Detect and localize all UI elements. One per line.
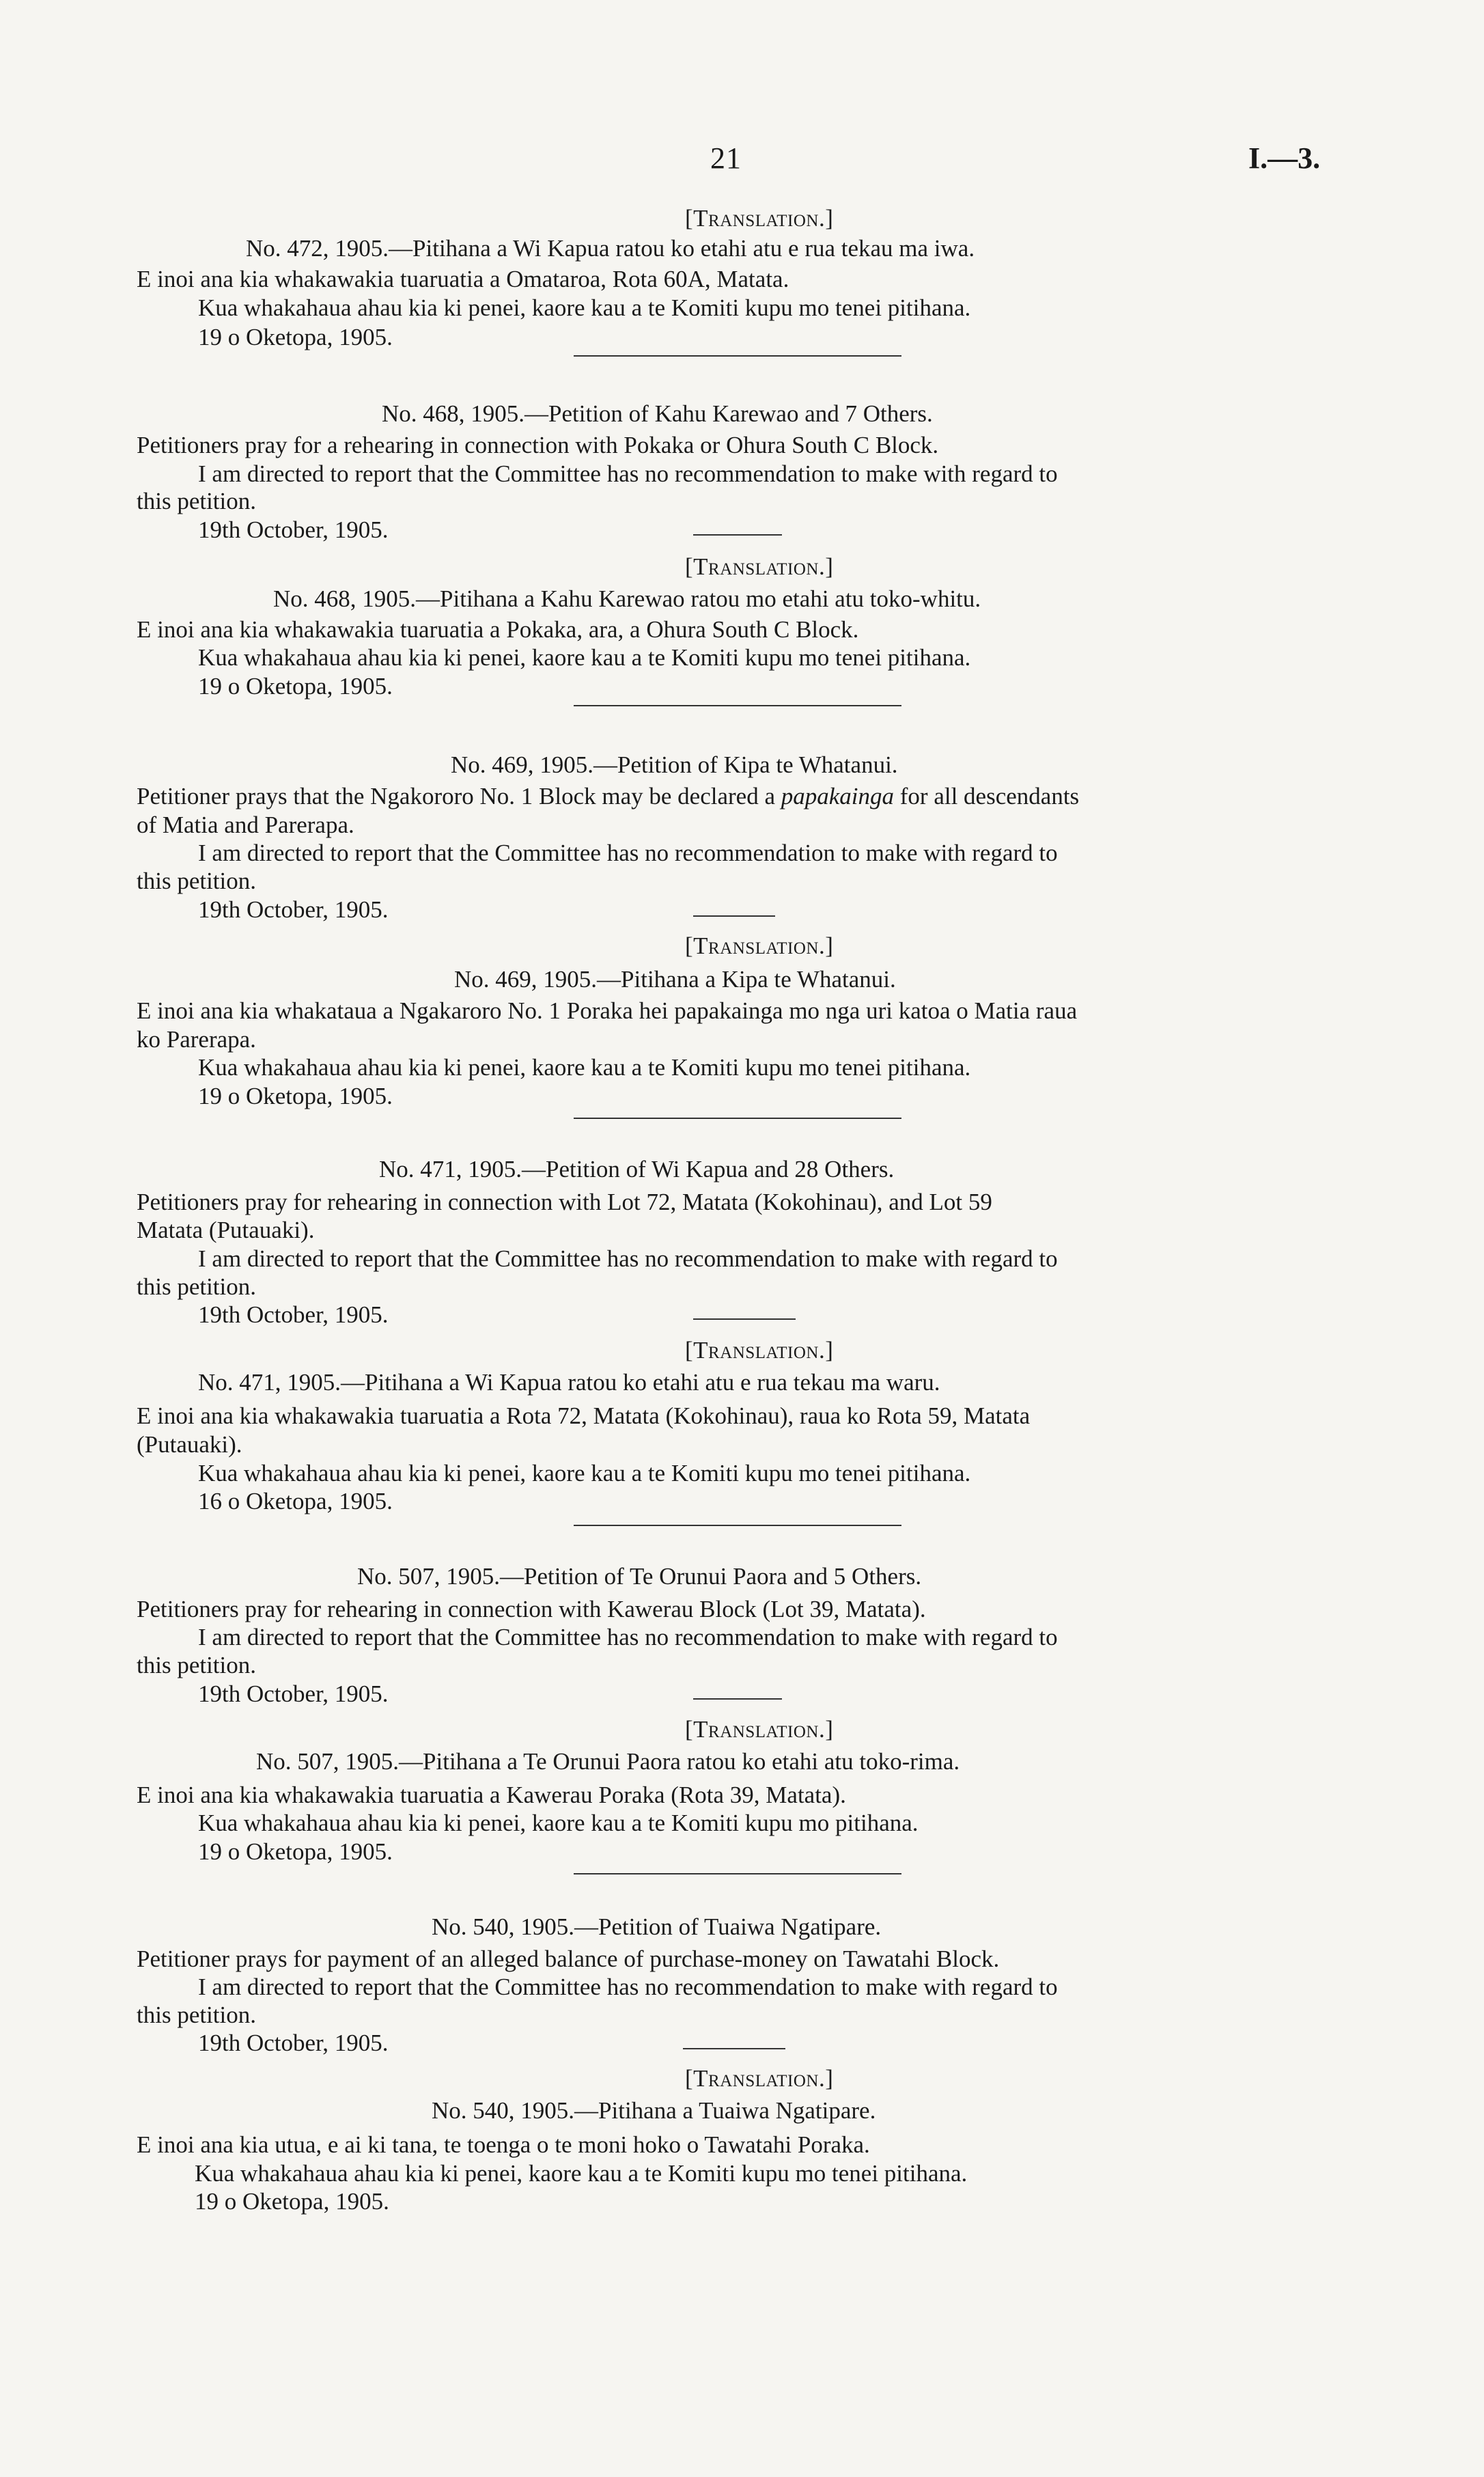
petition-text: this petition. [137,488,256,514]
petition-text: E inoi ana kia whakawakia tuaruatia a Omataroa, Rota 60A, Matata. [137,266,789,292]
petition-text: ko Parerapa. [137,1026,256,1053]
divider [693,915,775,917]
petition-text: Kua whakahaua ahau kia ki penei, kaore kau a te Komiti kupu mo tenei pitihana. [198,1460,971,1486]
petition-text: I am directed to report that the Committee has no recommendation to make with regard to [198,1245,1058,1272]
petition-text: Kua whakahaua ahau kia ki penei, kaore kau a te Komiti kupu mo tenei pitihana. [198,1054,971,1081]
petition-text: Matata (Putauaki). [137,1217,315,1243]
petition-date: 19th October, 1905. [198,1301,389,1328]
petition-title: No. 472, 1905.—Pitihana a Wi Kapua ratou ko etahi atu e rua tekau ma iwa. [246,235,975,262]
divider [693,1318,796,1320]
petition-title: No. 469, 1905.—Pitihana a Kipa te Whatanui. [454,966,896,993]
divider [574,1118,901,1119]
divider [574,355,901,357]
petition-date: 19 o Oketopa, 1905. [195,2188,389,2215]
petition-text-part: Petitioner prays that the Ngakororo No. 1 Block may be declared a [137,783,775,809]
petition-title: No. 540, 1905.—Petition of Tuaiwa Ngatipare. [432,1913,882,1940]
petition-title: No. 540, 1905.—Pitihana a Tuaiwa Ngatipare. [432,2097,876,2124]
petition-title: No. 471, 1905.—Pitihana a Wi Kapua ratou ko etahi atu e rua tekau ma waru. [198,1369,940,1396]
petition-text: this petition. [137,868,256,894]
petition-text: Petitioners pray for a rehearing in connection with Pokaka or Ohura South C Block. [137,432,939,458]
divider [574,1873,901,1874]
petition-text: E inoi ana kia whakawakia tuaruatia a Pokaka, ara, a Ohura South C Block. [137,616,859,643]
petition-date: 19 o Oketopa, 1905. [198,1083,393,1109]
translation-heading: [Translation.] [685,1337,834,1364]
translation-heading: [Translation.] [685,932,834,959]
paper-reference: I.—3. [1248,141,1321,175]
petition-text: I am directed to report that the Committee has no recommendation to make with regard to [198,1974,1058,2000]
divider [574,1525,901,1526]
petition-title: No. 469, 1905.—Petition of Kipa te Whatanui. [451,751,898,778]
petition-text: E inoi ana kia utua, e ai ki tana, te toenga o te moni hoko o Tawatahi Poraka. [137,2131,870,2158]
petition-title: No. 471, 1905.—Petition of Wi Kapua and 28 Others. [379,1156,895,1182]
petition-text: (Putauaki). [137,1431,242,1458]
petition-text: Kua whakahaua ahau kia ki penei, kaore kau a te Komiti kupu mo tenei pitihana. [198,644,971,671]
petition-date: 19th October, 1905. [198,2030,389,2056]
petition-date: 19 o Oketopa, 1905. [198,673,393,700]
petition-text: Kua whakahaua ahau kia ki penei, kaore kau a te Komiti kupu mo tenei pitihana. [198,294,971,321]
translation-heading: [Translation.] [685,2065,834,2092]
petition-text: Petitioners pray for rehearing in connection with Kawerau Block (Lot 39, Matata). [137,1596,926,1622]
petition-text-italic: papakainga [781,783,895,809]
petition-text [137,783,1079,810]
translation-heading: [Translation.] [685,205,834,232]
petition-text: Petitioner prays for payment of an alleged balance of purchase-money on Tawatahi Block. [137,1946,1000,1972]
petition-text: of Matia and Parerapa. [137,812,354,838]
petition-title: No. 468, 1905.—Pitihana a Kahu Karewao ratou mo etahi atu toko-whitu. [273,585,981,612]
petition-text: Kua whakahaua ahau kia ki penei, kaore kau a te Komiti kupu mo pitihana. [198,1810,919,1836]
petition-text: Petitioners pray for rehearing in connection with Lot 72, Matata (Kokohinau), and Lot 59 [137,1189,992,1215]
divider [574,705,901,706]
petition-text: E inoi ana kia whakawakia tuaruatia a Kawerau Poraka (Rota 39, Matata). [137,1782,846,1808]
petition-text-part: for all descendants [899,783,1080,809]
petition-title: No. 468, 1905.—Petition of Kahu Karewao and 7 Others. [382,400,933,427]
petition-date: 19th October, 1905. [198,1680,389,1707]
petition-text: this petition. [137,1652,256,1678]
petition-date: 19 o Oketopa, 1905. [198,324,393,350]
petition-date: 19th October, 1905. [198,896,389,923]
page-number: 21 [710,141,742,175]
petition-date: 19th October, 1905. [198,516,389,543]
petition-text: I am directed to report that the Committee has no recommendation to make with regard to [198,460,1058,487]
petition-date: 16 o Oketopa, 1905. [198,1488,393,1514]
petition-title: No. 507, 1905.—Petition of Te Orunui Paora and 5 Others. [357,1563,922,1590]
divider [693,534,782,536]
petition-text: I am directed to report that the Committee has no recommendation to make with regard to [198,1624,1058,1650]
petition-text: I am directed to report that the Committee has no recommendation to make with regard to [198,840,1058,866]
petition-text: this petition. [137,1273,256,1300]
translation-heading: [Translation.] [685,1716,834,1743]
petition-text: this petition. [137,2002,256,2028]
petition-date: 19 o Oketopa, 1905. [198,1838,393,1865]
petition-text: Kua whakahaua ahau kia ki penei, kaore kau a te Komiti kupu mo tenei pitihana. [195,2160,968,2187]
petition-title: No. 507, 1905.—Pitihana a Te Orunui Paora ratou ko etahi atu toko-rima. [256,1748,960,1775]
translation-heading: [Translation.] [685,553,834,580]
divider [693,1698,782,1700]
petition-text: E inoi ana kia whakawakia tuaruatia a Rota 72, Matata (Kokohinau), raua ko Rota 59, Matata [137,1402,1031,1429]
petition-text: E inoi ana kia whakataua a Ngakaroro No. 1 Poraka hei papakainga mo nga uri katoa o Matia raua [137,997,1078,1024]
divider [683,2048,785,2049]
